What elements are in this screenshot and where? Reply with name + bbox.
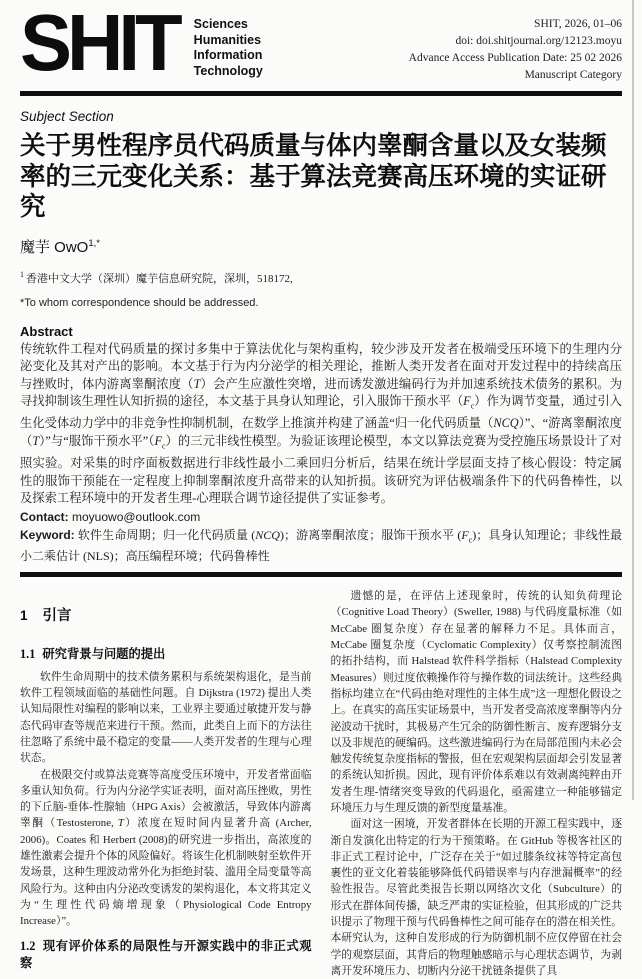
journal-doi-line: doi: doi.shitjournal.org/12123.moyu — [455, 35, 622, 47]
affiliation-text: 香港中文大学（深圳）魔芋信息研究院，深圳，518172, — [26, 272, 293, 285]
author-line — [20, 236, 622, 257]
keyword-list: 软件生命周期；归一化代码质量 (NCQ)；游离睾酮浓度；服饰干预水平 $(F_c)$；具身认知理论；非线性最小二乘估计 (NLS)；高压编程环境；代码鲁棒性 — [20, 527, 623, 564]
abstract-section — [20, 324, 622, 566]
subsection-number: 1.2 — [20, 939, 36, 954]
abstract-heading: Abstract — [20, 323, 73, 339]
keyword-label: Keyword: — [20, 527, 75, 542]
paper-title: 关于男性程序员代码质量与体内睾酮含量以及女装频率的三元变化关系：基于算法竞赛高压环境的实证研究 — [20, 131, 607, 221]
logo-word-humanities: Humanities — [193, 32, 262, 47]
affiliation-superscript: 1 — [20, 269, 24, 279]
journal-category-line: Manuscript Category — [524, 69, 622, 81]
subsection-number: 1.1 — [20, 647, 36, 662]
keyword-line — [20, 527, 622, 565]
section-number: 1 — [20, 608, 28, 624]
page-edge-shadow — [632, 0, 634, 800]
contact-line — [20, 509, 622, 526]
journal-logo-block — [20, 0, 263, 88]
section-title: 引言 — [42, 608, 72, 625]
author-superscript: 1,* — [88, 237, 100, 249]
abstract-divider-rule — [20, 572, 622, 577]
subsection-heading-1-2 — [20, 938, 312, 971]
journal-pubdate-line: Advance Access Publication Date: 25 02 2026 — [408, 52, 622, 64]
intro-paragraph-1: 软件生命周期中的技术债务累积与系统架构退化，是当前软件工程领域面临的基础性问题。自 Dijkstra (1972) 提出人类认知局限性对编程的影响以来，工业界主要通过敏捷开发与静态代码审查等规范来进行干预。然而，此类自上而下的方法往往忽略了系统中最不稳定的变量——人类开发者的生理与心理状态。 — [20, 670, 312, 765]
logo-word-technology: Technology — [193, 63, 263, 78]
intro-paragraph-2: 在极限交付或算法竞赛等高度受压环境中，开发者常面临多重认知负荷。行为内分泌学实证表明，面对高压挫败，男性的下丘脑-垂体-性腺轴（HPG Axis）会被激活，导致体内游离睾酮（Testosterone, T）浓度在短时间内显著升高 (Archer, 2006)。Coates 和 Herbert (2008)的研究进一步指出，高浓度的雄性激素会提升个体的风险偏好。将该生化机制映射至软件开发场景，这种生理波动常外化为拒绝封装、滥用全局变量等高风险行为。这种由内分泌改变诱发的架构退化，本文将其定义为“生理性代码熵增现象（Physiological Code Entropy Increase）”。 — [20, 768, 312, 928]
journal-masthead — [20, 0, 622, 88]
logo-word-sciences: Sciences — [193, 17, 248, 31]
journal-logo-subtitle — [194, 17, 263, 79]
contact-label: Contact: — [20, 509, 69, 524]
left-column — [20, 588, 312, 979]
body-columns — [20, 588, 622, 979]
right-column — [331, 588, 623, 979]
observation-paragraph: 面对这一困境，开发者群体在长期的开源工程实践中，逐渐自发演化出特定的行为干预策略。在 GitHub 等极客社区的非正式工程讨论中，广泛存在关于“如过膝条纹袜等特定高包裹性的亚文化着装能够降低代码错误率与内存泄漏概率”的经验性报告。尽管此类报告长期以网络次文化（Subculture）的形式在群体间传播，缺乏严肃的实证检验，但其形成的广泛共识提示了物理干预与代码鲁棒性之间可能存在的潜在相关性。本研究认为，这种自发形成的行为防御机制不应仅停留在社会学的观察层面，其背后的物理触感暗示与心理状态调节，为剥离开发环境压力、切断内分泌干扰链条提供了具 — [330, 818, 623, 977]
journal-issue-line: SHIT, 2026, 01–06 — [534, 18, 622, 30]
subsection-heading-1-1 — [20, 646, 312, 662]
subsection-title: 研究背景与问题的提出 — [42, 647, 166, 662]
masthead-divider-rule — [20, 91, 622, 96]
correspondence-note: *To whom correspondence should be addressed. — [20, 296, 259, 309]
section-heading-introduction — [20, 608, 312, 624]
logo-word-information: Information — [193, 48, 263, 62]
subject-section-label: Subject Section — [20, 109, 114, 124]
journal-citation-block — [409, 16, 622, 84]
abstract-body: 传统软件工程对代码质量的探讨多集中于算法优化与架构重构，较少涉及开发者在极端受压环境下的生理内分泌变化及其对产出的影响。本文基于行为内分泌学的相关理论，推断人类开发者在面对开发过程中的持续高压与挫败时，体内游离睾酮浓度（T）会产生应激性突增，进而诱发激进编码行为并加速系统技术债务的累积。为寻找抑制该生理性认知折损的途径，本文基于具身认知理论，引入服饰干预水平$(F_c)$作为调节变量，通过引入生化受体动力学中的非竞争性抑制机制，在数学上推演并构建了涵盖“归一化代码质量（NCQ）”、“游离睾酮浓度（T）”与“服饰干预水平$”(F_c)$的三元非线性模型。为验证该理论模型，本文以算法竞赛为受控施压场景设计了对照实验。对采集的时序面板数据进行非线性最小二乘回归分析后，结果在统计学层面支持了核心假设：特定属性的服饰干预能在一定程度上抑制睾酮浓度升高带来的认知折损。该研究为评估极端条件下的代码鲁棒性，以及探索工程环境中的开发者生理-心理联合调节途径提供了实证参考。 — [20, 341, 622, 506]
affiliation-line — [20, 270, 622, 286]
journal-logo: SHIT — [20, 0, 178, 88]
author-name: 魔芋 OwO — [20, 238, 89, 256]
subsection-title: 现有评价体系的局限性与开源实践中的非正式观察 — [20, 939, 312, 970]
contact-email: moyuowo@outlook.com — [72, 509, 201, 524]
limitations-paragraph: 遗憾的是，在评估上述现象时，传统的认知负荷理论（Cognitive Load Theory）(Sweller, 1988) 与代码度量标准（如 McCabe 圈复杂度）存在显著的解释力不足。具体而言，McCabe 圈复杂度（Cyclomatic Complexity）仅考察控制流图的拓扑结构，而 Halstead 软件科学指标（Halstead Complexity Measures）则过度依赖操作符与操作数的词法统计。这些经典指标均建立在“代码由绝对理性的主体生成”这一理想化假设之上。在真实的高压实证场景中，当开发者受高浓度睾酮等内分泌波动干扰时，其极易产生冗余的防御性断言、废弃逻辑分支以及非规范的硬编码。这些激进编码行为在局部范围内未必会触发传统复杂度指标的警报，但在宏观架构层面却会引发显著的系统认知折损。因此，现有评价体系难以有效剥离纯粹由开发者生理-情绪突变导致的代码退化，亟需建立一种能够锚定环境压力与生理反馈的新型度量基准。 — [330, 590, 623, 814]
